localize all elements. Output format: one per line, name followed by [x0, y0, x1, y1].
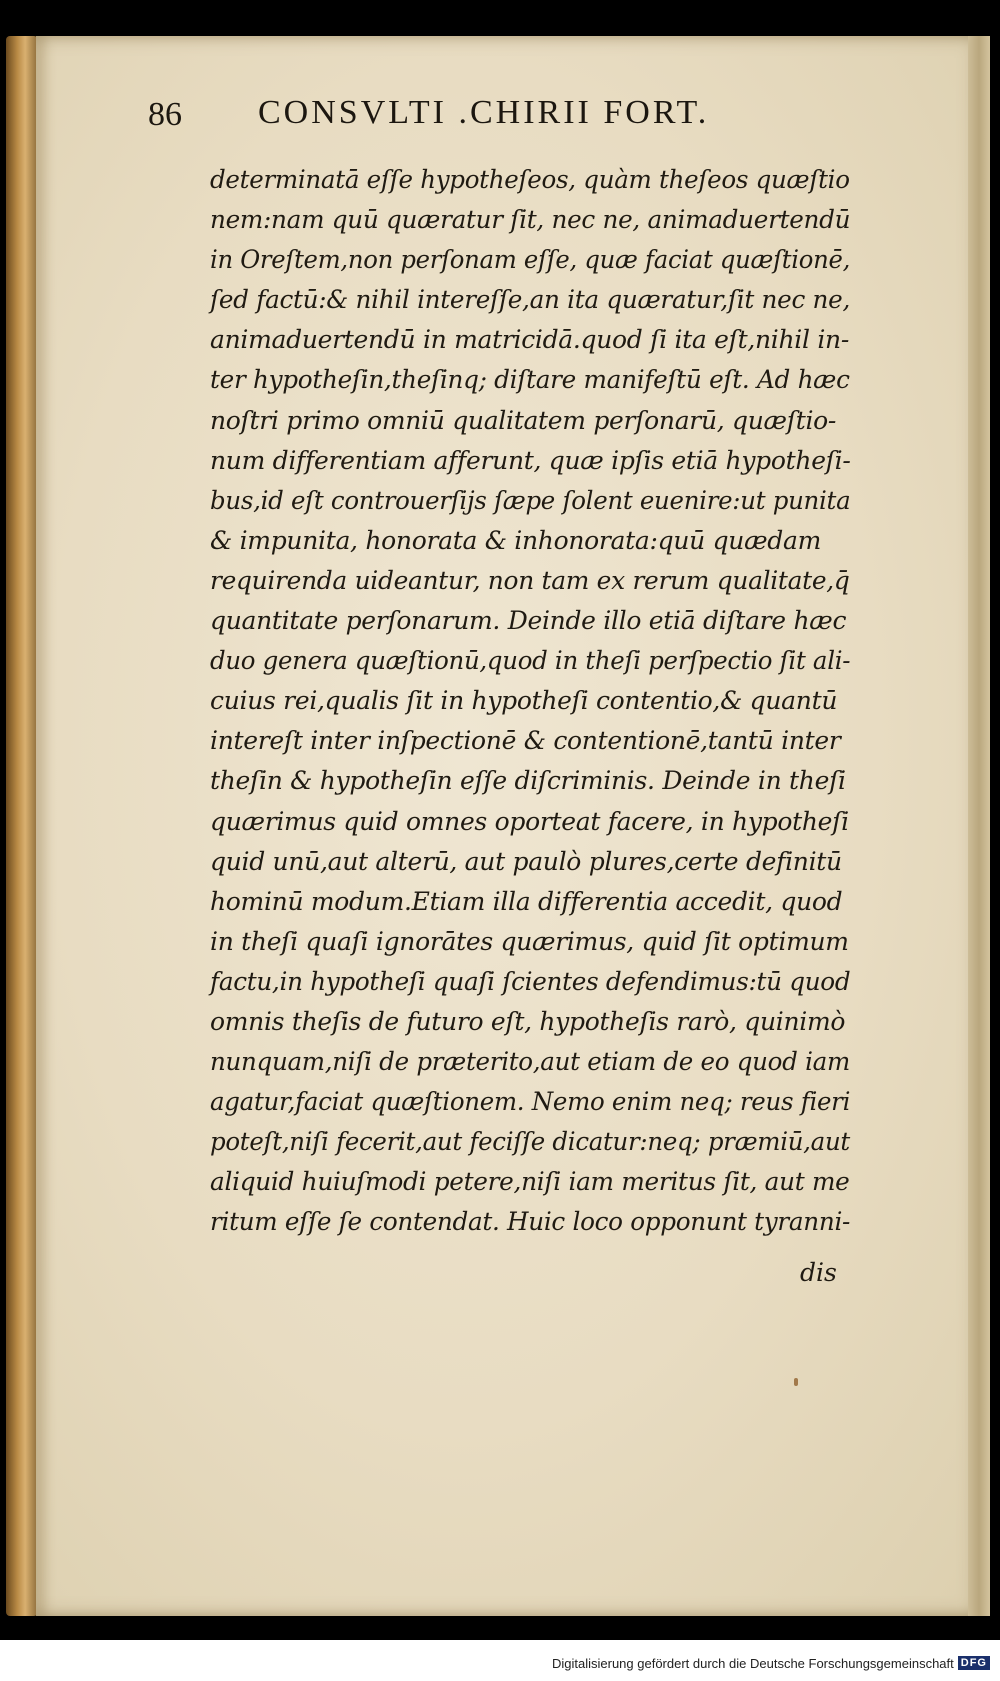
book-spine	[6, 36, 38, 1616]
text-line: intereſt inter inſpectionē & contentionē,tantū inter	[210, 726, 841, 756]
text-line: factu,in hypotheſi quaſi ſcientes defendimus:tū quod	[210, 966, 851, 996]
page-number: 86	[148, 96, 182, 133]
text-line: ter hypotheſin,theſinq; diſtare manifeſtū eſt. Ad hæc	[210, 365, 850, 395]
text-line: num differentiam afferunt, quæ ipſis etiā hypotheſi-	[210, 445, 851, 475]
paper-blemish	[794, 1378, 798, 1386]
digitization-credit	[552, 1651, 990, 1675]
page-header	[148, 94, 808, 144]
text-line: ſed factū:& nihil intereſſe,an ita quæratur,ſit nec ne,	[210, 285, 851, 315]
text-line: & impunita, honorata & inhonorata:quū quædam	[210, 525, 822, 555]
text-line: quantitate perſonarum. Deinde illo etiā diſtare hæc	[210, 606, 847, 636]
text-line: duo genera quæſtionū,quod in theſi perſpectio ſit ali-	[210, 646, 851, 676]
running-head: CONSVLTI .CHIRII FORT.	[258, 94, 710, 131]
text-line: ritum eſſe ſe contendat. Huic loco opponunt tyranni-	[210, 1207, 851, 1237]
text-line: in Oreſtem,non perſonam eſſe, quæ faciat quæſtionē,	[210, 245, 851, 275]
text-line: aliquid huiuſmodi petere,niſi iam meritus ſit, aut me	[210, 1167, 850, 1197]
text-line: poteſt,niſi fecerit,aut feciſſe dicatur:neq; præmiū,aut	[210, 1127, 850, 1157]
text-line: agatur,faciat quæſtionem. Nemo enim neq; reus fieri	[210, 1087, 851, 1117]
text-line: theſin & hypotheſin eſſe diſcriminis. Deinde in theſi	[210, 766, 846, 796]
text-line: requirenda uideantur, non tam ex rerum qualitate,q̄	[210, 565, 850, 595]
text-line: cuius rei,qualis ſit in hypotheſi contentio,& quantū	[210, 686, 838, 716]
credit-text: Digitalisierung gefördert durch die Deutsche Forschungsgemeinschaft	[551, 1655, 954, 1671]
text-line: hominū modum.Etiam illa differentia accedit, quod	[210, 886, 843, 916]
dfg-logo: DFG	[958, 1656, 990, 1670]
text-line: noſtri primo omniū qualitatem perſonarū, quæſtio-	[210, 405, 837, 435]
text-line: quid unū,aut alterū, aut paulò plures,certe definitū	[210, 846, 842, 876]
text-line: animaduertendū in matricidā.quod ſi ita eſt,nihil in-	[210, 325, 849, 355]
text-line: bus,id eſt controuerſijs ſæpe ſolent euenire:ut punita	[210, 485, 851, 515]
body-text	[210, 160, 850, 1243]
text-line: in theſi quaſi ignorātes quærimus, quid ſit optimum	[210, 926, 849, 956]
text-line: nunquam,niſi de præterito,aut etiam de eo quod iam	[210, 1047, 850, 1077]
page-edge	[968, 36, 990, 1616]
text-line: determinatā eſſe hypotheſeos, quàm theſeos quæſtio	[210, 165, 850, 194]
text-line: omnis theſis de futuro eſt, hypotheſis rarò, quinimò	[210, 1006, 846, 1036]
text-line: nem:nam quū quæratur ſit, nec ne, animaduertendū	[210, 205, 851, 235]
catchword: dis	[800, 1258, 837, 1287]
text-line: quærimus quid omnes oporteat facere, in hypotheſi	[210, 806, 849, 836]
